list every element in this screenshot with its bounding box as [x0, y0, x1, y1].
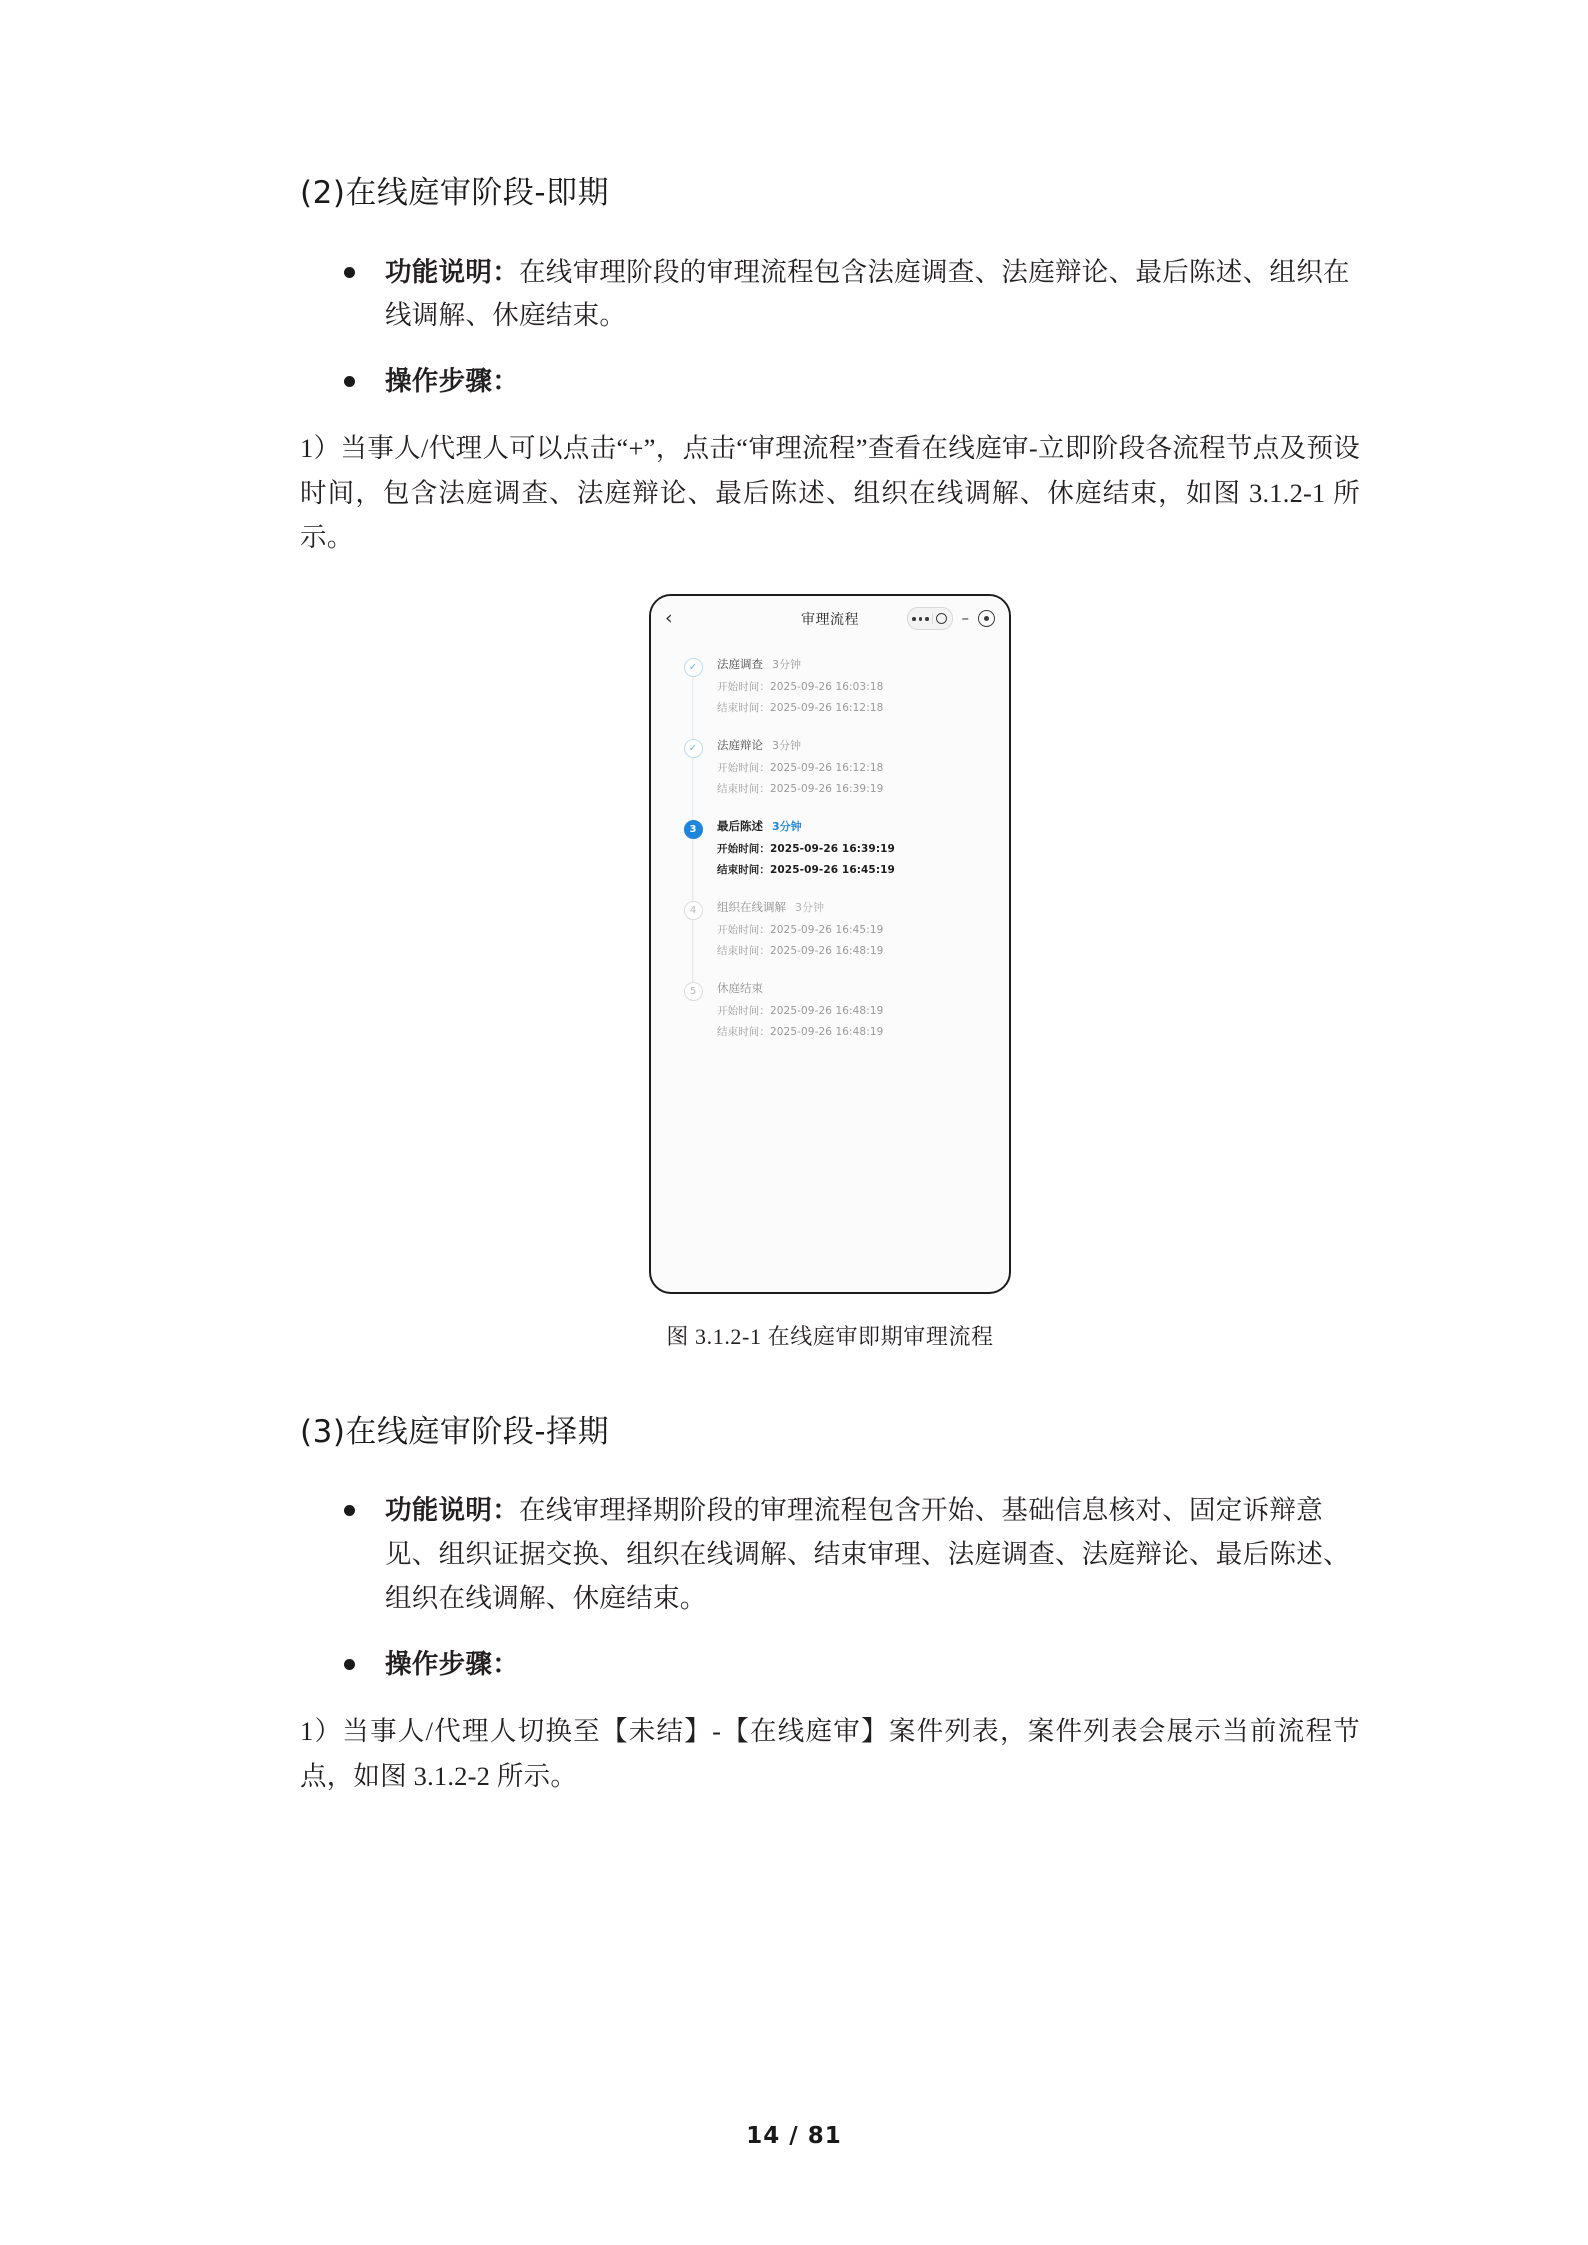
figure [300, 594, 1360, 1351]
bullet-item [300, 360, 1360, 404]
bullet-dot-icon [344, 267, 355, 278]
timeline-connector [692, 674, 693, 743]
step-node-number: 4 [684, 901, 703, 920]
step-node-check-icon: ✓ [684, 739, 703, 758]
timeline-step-active[interactable] [651, 818, 1009, 899]
step-start-time [717, 679, 993, 694]
bullet-label: 操作步骤： [385, 1649, 519, 1681]
end-label: 结束时间： [717, 863, 770, 876]
start-label: 开始时间： [717, 680, 770, 693]
timeline-connector [692, 836, 693, 905]
step-duration: 3分钟 [772, 657, 801, 671]
paragraph: 1）当事人/代理人可以点击“+”，点击“审理流程”查看在线庭审-立即阶段各流程节点及预设时间，包含法庭调查、法庭辩论、最后陈述、组织在线调解、休庭结束，如图 3.1.2-1 所示。 [300, 433, 1360, 553]
start-label: 开始时间： [717, 761, 770, 774]
bullet-text [385, 1643, 519, 1687]
step-body [707, 656, 993, 737]
bullet-dot-icon [344, 1659, 355, 1670]
end-value: 2025-09-26 16:48:19 [770, 1025, 884, 1038]
step-body [707, 899, 993, 980]
timeline-connector [692, 917, 693, 986]
bullet-label: 操作步骤： [385, 366, 519, 398]
step-body [707, 737, 993, 818]
step-start-time [717, 760, 993, 775]
page-title: 审理流程 [801, 611, 859, 628]
bullet-label: 功能说明： [385, 256, 519, 288]
step-marker [679, 737, 707, 818]
end-label: 结束时间： [717, 701, 770, 714]
step-duration: 3分钟 [772, 738, 801, 752]
process-timeline [651, 642, 1009, 1061]
start-value: 2025-09-26 16:12:18 [770, 761, 884, 774]
end-label: 结束时间： [717, 944, 770, 957]
start-value: 2025-09-26 16:48:19 [770, 1004, 884, 1017]
step-name: 法庭辩论 [717, 737, 763, 752]
bullet-item [300, 251, 1360, 339]
step-marker [679, 899, 707, 980]
step-duration: 3分钟 [772, 819, 802, 833]
section-heading-2: (2)在线庭审阶段-即期 [300, 175, 610, 211]
step-node-check-icon: ✓ [684, 658, 703, 677]
section-heading-3: (3)在线庭审阶段-择期 [300, 1413, 610, 1450]
paragraph: 1）当事人/代理人切换至【未结】-【在线庭审】案件列表，案件列表会展示当前流程节点，如图 3.1.2-2 所示。 [300, 1716, 1360, 1791]
phone-mockup [649, 594, 1011, 1294]
figure-caption: 图 3.1.2-1 在线庭审即期审理流程 [666, 1323, 994, 1349]
phone-header [651, 596, 1009, 642]
timeline-step[interactable] [651, 737, 1009, 818]
step-end-time [717, 862, 993, 877]
step-name: 组织在线调解 [717, 899, 786, 914]
start-label: 开始时间： [717, 842, 770, 855]
bullet-item [300, 1489, 1360, 1621]
page-content [300, 170, 1360, 1816]
step-title [717, 818, 993, 834]
bullet-label: 功能说明： [385, 1495, 519, 1527]
end-label: 结束时间： [717, 782, 770, 795]
wechat-capsule [907, 607, 996, 630]
bullet-item [300, 1643, 1360, 1687]
step-start-time [717, 841, 993, 856]
chevron-left-icon[interactable]: ‹ [665, 607, 673, 630]
bullet-content: 在线审理阶段的审理流程包含法庭调查、法庭辩论、最后陈述、组织在线调解、休庭结束。 [385, 256, 1350, 332]
bullet-text [385, 1489, 1360, 1621]
step-end-time [717, 943, 993, 958]
bullet-text [385, 360, 519, 404]
step-end-time [717, 1024, 993, 1039]
step-marker [679, 656, 707, 737]
step-title [717, 899, 993, 915]
bullet-text [385, 251, 1360, 339]
step-end-time [717, 700, 993, 715]
page-number: 14 / 81 [746, 2123, 842, 2149]
timeline-step[interactable] [651, 980, 1009, 1061]
step-name: 法庭调查 [717, 656, 763, 671]
bullet-content: 在线审理择期阶段的审理流程包含开始、基础信息核对、固定诉辩意见、组织证据交换、组织在线调解、结束审理、法庭调查、法庭辩论、最后陈述、组织在线调解、休庭结束。 [385, 1495, 1350, 1615]
step-end-time [717, 781, 993, 796]
step-title [717, 980, 993, 996]
target-circle-icon[interactable] [978, 610, 995, 627]
step-name: 休庭结束 [717, 980, 763, 995]
step-node-number: 3 [684, 820, 703, 839]
start-value: 2025-09-26 16:03:18 [770, 680, 884, 693]
step-body [707, 980, 993, 1061]
step-marker [679, 818, 707, 899]
end-value: 2025-09-26 16:39:19 [770, 782, 884, 795]
step-name: 最后陈述 [717, 818, 763, 833]
step-duration: 3分钟 [795, 900, 824, 914]
end-value: 2025-09-26 16:12:18 [770, 701, 884, 714]
end-value: 2025-09-26 16:45:19 [770, 863, 895, 876]
timeline-step[interactable] [651, 899, 1009, 980]
bullet-dot-icon [344, 376, 355, 387]
step-start-time [717, 922, 993, 937]
step-body [707, 818, 993, 899]
start-label: 开始时间： [717, 1004, 770, 1017]
bullet-dot-icon [344, 1505, 355, 1516]
more-dots-icon[interactable] [907, 607, 953, 630]
start-value: 2025-09-26 16:39:19 [770, 842, 895, 855]
timeline-step[interactable] [651, 656, 1009, 737]
step-marker [679, 980, 707, 1061]
start-value: 2025-09-26 16:45:19 [770, 923, 884, 936]
step-title [717, 656, 993, 672]
timeline-connector [692, 755, 693, 824]
end-value: 2025-09-26 16:48:19 [770, 944, 884, 957]
end-label: 结束时间： [717, 1025, 770, 1038]
minimize-icon[interactable]: – [961, 609, 969, 628]
start-label: 开始时间： [717, 923, 770, 936]
step-start-time [717, 1003, 993, 1018]
step-node-number: 5 [684, 982, 703, 1001]
step-title [717, 737, 993, 753]
